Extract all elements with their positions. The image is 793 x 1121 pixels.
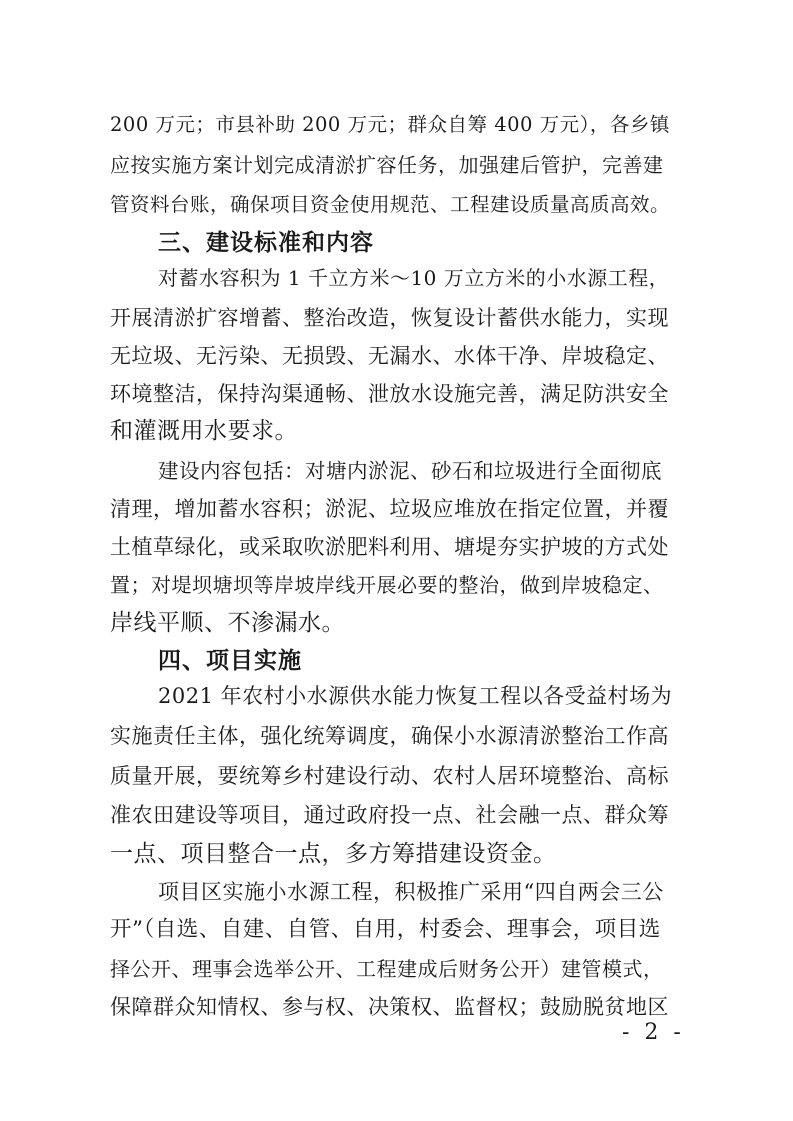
paragraph-line: 实施责任主体，强化统筹调度，确保小水源清淤整治工作高 <box>110 724 669 748</box>
section-heading: 三、建设标准和内容 <box>158 230 374 256</box>
paragraph-line: 建设内容包括：对塘内淤泥、砂石和垃圾进行全面彻底 <box>158 459 662 483</box>
paragraph-line: 2021 年农村小水源供水能力恢复工程以各受益村场为 <box>158 684 673 708</box>
paragraph-line: 管资料台账，确保项目资金使用规范、工程建设质量高质高效。 <box>110 193 671 216</box>
section-heading: 四、项目实施 <box>158 648 302 674</box>
paragraph-line: 土植草绿化，或采取吹淤肥料利用、塘堤夯实护坡的方式处 <box>110 535 669 559</box>
paragraph-line: 准农田建设等项目，通过政府投一点、社会融一点、群众筹 <box>110 803 669 827</box>
paragraph-line: 岸线平顺、不渗漏水。 <box>110 610 345 636</box>
paragraph-line: 环境整洁，保持沟渠通畅、泄放水设施完善，满足防洪安全 <box>110 382 669 406</box>
paragraph-line: 置；对堤坝塘坝等岸坡岸线开展必要的整治，做到岸坡稳定、 <box>110 573 664 597</box>
paragraph-line: 择公开、理事会选举公开、工程建成后财务公开）建管模式， <box>110 957 664 981</box>
paragraph-line: 项目区实施小水源工程，积极推广采用“四自两会三公 <box>158 880 664 904</box>
page-number: - 2 - <box>622 1020 685 1045</box>
paragraph-line: 和灌溉用水要求。 <box>110 418 298 444</box>
paragraph-line: 对蓄水容积为 1 千立方米～10 万立方米的小水源工程， <box>158 266 670 290</box>
paragraph-line: 一点、项目整合一点，多方筹措建设资金。 <box>110 841 557 867</box>
paragraph-line: 应按实施方案计划完成清淤扩容任务，加强建后管护，完善建 <box>110 153 664 177</box>
paragraph-line: 保障群众知情权、参与权、决策权、监督权；鼓励脱贫地区 <box>110 995 669 1019</box>
paragraph-line: 开展清淤扩容增蓄、整治改造，恢复设计蓄供水能力，实现 <box>110 306 669 330</box>
paragraph-line: 清理，增加蓄水容积；淤泥、垃圾应堆放在指定位置，并覆 <box>110 497 669 521</box>
paragraph-line: 开”（自选、自建、自管、自用，村委会、理事会，项目选 <box>110 917 661 942</box>
paragraph-line: 无垃圾、无污染、无损毁、无漏水、水体干净、岸坡稳定、 <box>110 344 669 368</box>
paragraph-line: 质量开展，要统筹乡村建设行动、农村人居环境整治、高标 <box>110 764 669 788</box>
paragraph-line: 200 万元；市县补助 200 万元；群众自筹 400 万元），各乡镇 <box>110 113 670 136</box>
